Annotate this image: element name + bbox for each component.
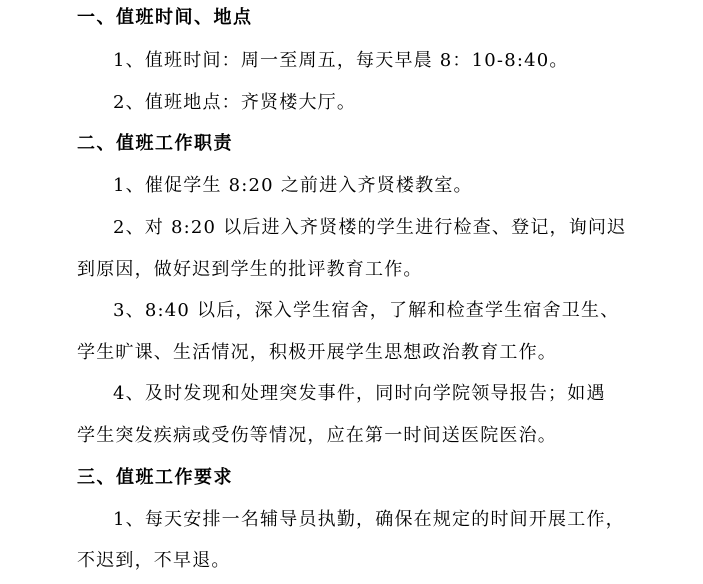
paragraph-line: 2、值班地点：齐贤楼大厅。 bbox=[113, 92, 357, 113]
section-heading-3: 三、值班工作要求 bbox=[77, 467, 233, 488]
paragraph-line: 不迟到，不早退。 bbox=[77, 550, 231, 571]
paragraph-line: 1、值班时间：周一至周五，每天早晨 8：10-8:40。 bbox=[113, 50, 569, 71]
paragraph-line: 到原因，做好迟到学生的批评教育工作。 bbox=[77, 259, 423, 280]
paragraph-line: 1、每天安排一名辅导员执勤，确保在规定的时间开展工作， bbox=[113, 509, 625, 530]
paragraph-line: 1、催促学生 8:20 之前进入齐贤楼教室。 bbox=[113, 175, 473, 196]
paragraph-line: 学生旷课、生活情况，积极开展学生思想政治教育工作。 bbox=[77, 342, 557, 363]
paragraph-line: 学生突发疾病或受伤等情况，应在第一时间送医院医治。 bbox=[77, 425, 557, 446]
section-heading-2: 二、值班工作职责 bbox=[77, 133, 233, 154]
paragraph-line: 4、及时发现和处理突发事件，同时向学院领导报告；如遇 bbox=[113, 383, 606, 404]
paragraph-line: 3、8:40 以后，深入学生宿舍，了解和检查学生宿舍卫生、 bbox=[113, 300, 620, 321]
section-heading-1: 一、值班时间、地点 bbox=[77, 7, 253, 28]
paragraph-line: 2、对 8:20 以后进入齐贤楼的学生进行检查、登记，询问迟 bbox=[113, 217, 627, 238]
